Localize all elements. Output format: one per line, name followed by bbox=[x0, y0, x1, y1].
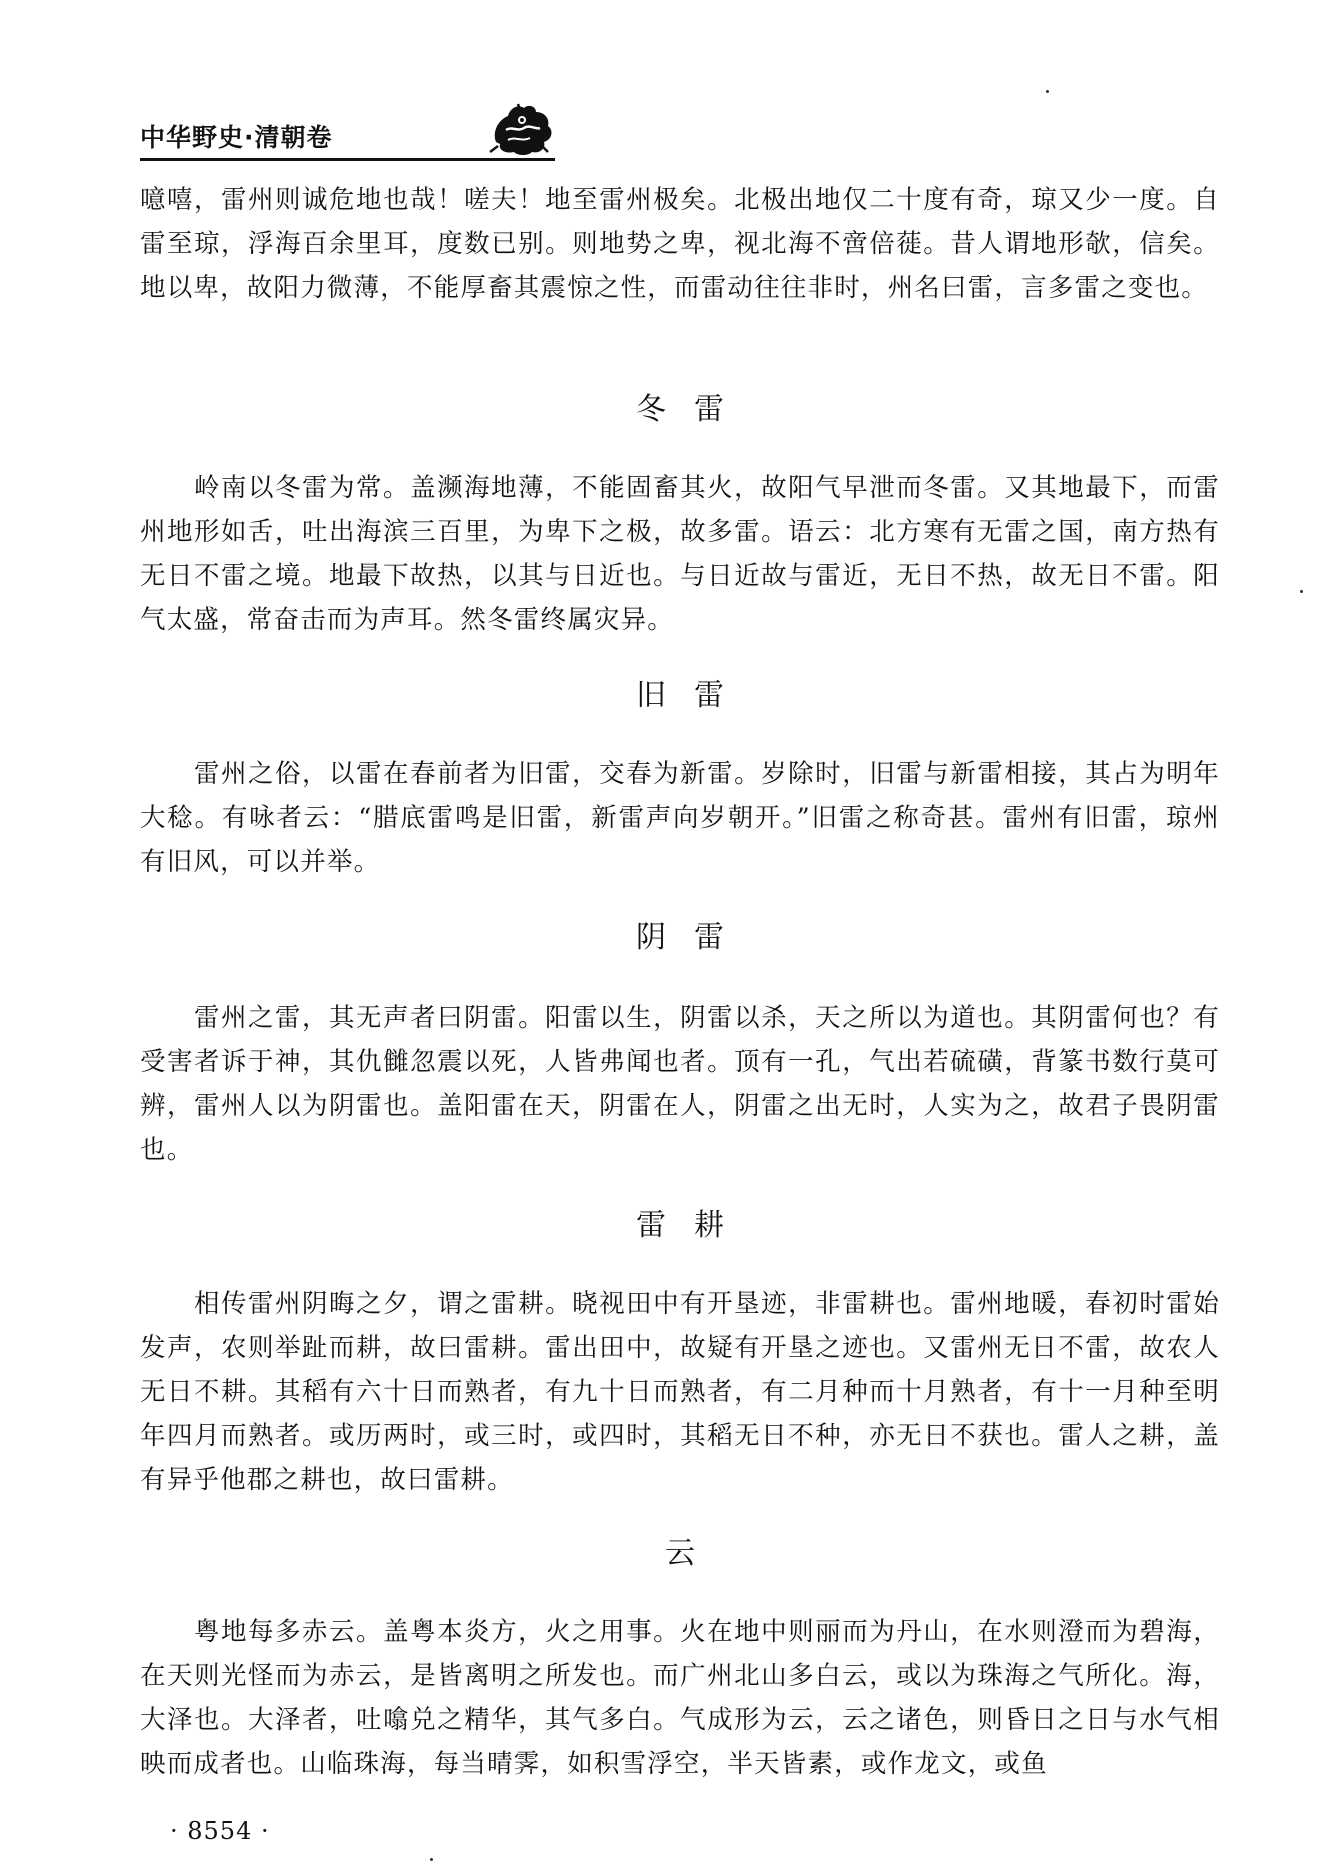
section-body-winter-thunder: 岭南以冬雷为常。盖濒海地薄，不能固畜其火，故阳气早泄而冬雷。又其地最下，而雷州地形如舌，吐出海滨三百里，为卑下之极，故多雷。语云：北方寒有无雷之国，南方热有无日不雷之境。地最下故热，以其与日近也。与日近故与雷近，无日不热，故无日不雷。阳气太盛，常奋击而为声耳。然冬雷终属灾异。 bbox=[140, 473, 1220, 635]
section-body-silent-thunder: 雷州之雷，其无声者曰阴雷。阳雷以生，阴雷以杀，天之所以为道也。其阴雷何也？有受害者诉于神，其仇雠忽震以死，人皆弗闻也者。顶有一孔，气出若硫磺，背篆书数行莫可辨，雷州人以为阴雷也。盖阳雷在天，阴雷在人，阴雷之出无时，人实为之，故君子畏阴雷也。 bbox=[140, 1003, 1220, 1165]
section-body-clouds-block bbox=[140, 1610, 1220, 1786]
section-title-winter-thunder: 冬雷 bbox=[636, 392, 752, 427]
section-title-old-thunder: 旧雷 bbox=[636, 678, 752, 713]
scan-speck bbox=[1300, 590, 1303, 593]
section-title-thunder-plowing: 雷耕 bbox=[636, 1208, 752, 1243]
section-body-thunder-plowing: 相传雷州阴晦之夕，谓之雷耕。晓视田中有开垦迹，非雷耕也。雷州地暖，春初时雷始发声，农则举趾而耕，故曰雷耕。雷出田中，故疑有开垦之迹也。又雷州无日不雷，故农人无日不耕。其稻有六十日而熟者，有九十日而熟者，有二月种而十月熟者，有十一月种至明年四月而熟者。或历两时，或三时，或四时，其稻无日不种，亦无日不获也。雷人之耕，盖有异乎他郡之耕也，故曰雷耕。 bbox=[140, 1289, 1220, 1495]
scan-speck bbox=[1046, 90, 1049, 93]
section-body-thunder-plowing-block bbox=[140, 1282, 1220, 1502]
section-body-clouds: 粤地每多赤云。盖粤本炎方，火之用事。火在地中则丽而为丹山，在水则澄而为碧海，在天则光怪而为赤云，是皆离明之所发也。而广州北山多白云，或以为珠海之气所化。海，大泽也。大泽者，吐噏兑之精华，其气多白。气成形为云，云之诸色，则昏日之日与水气相映而成者也。山临珠海，每当晴霁，如积雪浮空，半天皆素，或作龙文，或鱼 bbox=[140, 1617, 1220, 1779]
intro-block bbox=[140, 178, 1220, 310]
dragon-emblem-icon bbox=[488, 102, 556, 158]
section-body-silent-thunder-block bbox=[140, 996, 1220, 1172]
intro-paragraph: 噫嘻，雷州则诚危地也哉！嗟夫！地至雷州极矣。北极出地仅二十度有奇，琼又少一度。自雷至琼，浮海百余里耳，度数已别。则地势之卑，视北海不啻倍蓰。昔人谓地形欹，信矣。地以卑，故阳力微薄，不能厚畜其震惊之性，而雷动往往非时，州名曰雷，言多雷之变也。 bbox=[140, 185, 1220, 303]
scan-speck bbox=[430, 1858, 433, 1861]
section-body-old-thunder-block bbox=[140, 752, 1220, 884]
section-title-clouds: 云 bbox=[665, 1536, 723, 1571]
section-body-winter-thunder-block bbox=[140, 466, 1220, 642]
running-header bbox=[140, 110, 555, 161]
section-title-silent-thunder: 阴雷 bbox=[636, 920, 752, 955]
page-number: · 8554 · bbox=[170, 1817, 270, 1845]
section-body-old-thunder: 雷州之俗，以雷在春前者为旧雷，交春为新雷。岁除时，旧雷与新雷相接，其占为明年大稔。有咏者云：“腊底雷鸣是旧雷，新雷声向岁朝开。”旧雷之称奇甚。雷州有旧雷，琼州有旧风，可以并举。 bbox=[140, 759, 1220, 877]
book-title: 中华野史·清朝卷 bbox=[140, 123, 333, 152]
